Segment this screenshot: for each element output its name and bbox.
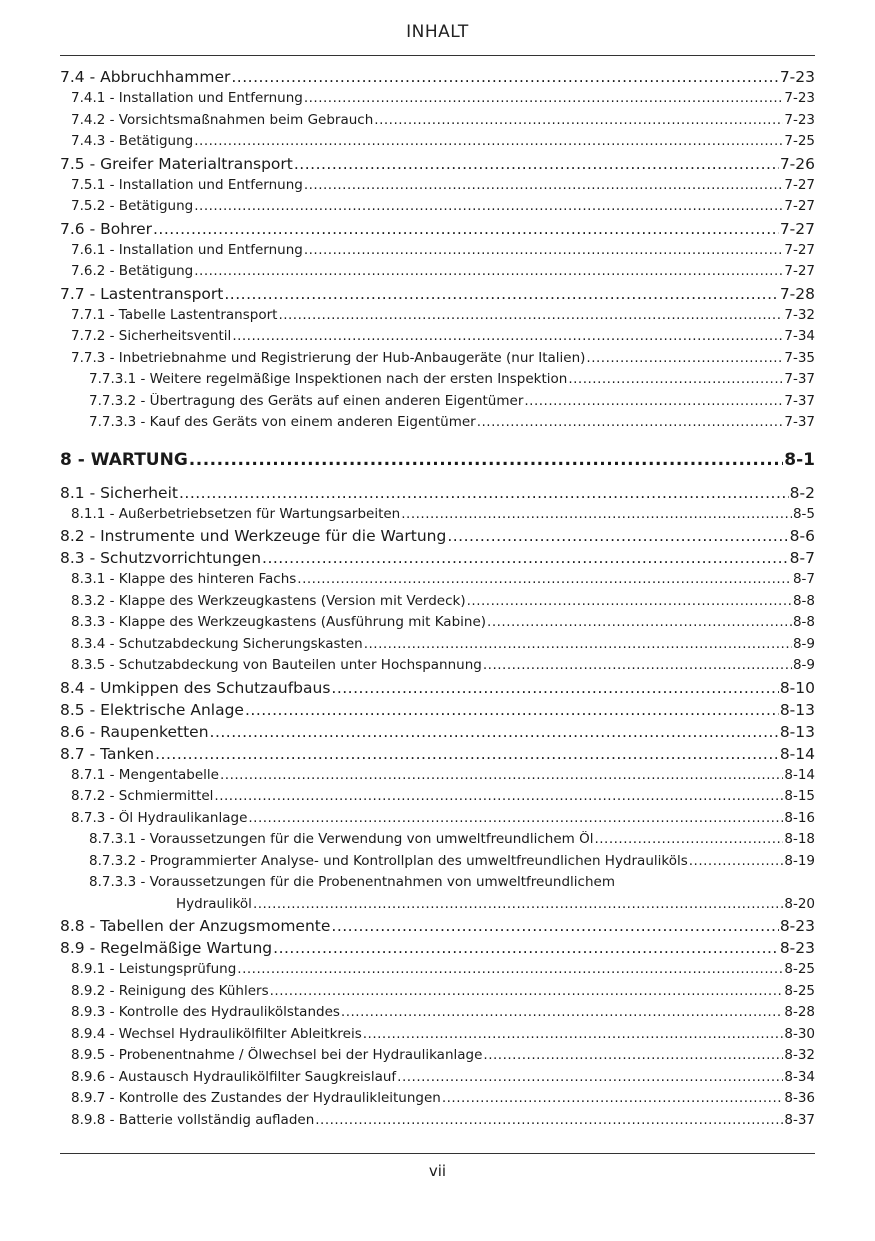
toc-entry-title: 7.4.3 - Betätigung: [71, 133, 194, 149]
toc-entry[interactable]: [60, 983, 815, 1005]
toc-entry[interactable]: [60, 961, 815, 983]
toc-entry-page: 7-28: [779, 284, 815, 303]
toc-entry-title: 8.9.3 - Kontrolle des Hydraulikölstandes: [71, 1004, 340, 1020]
toc-entry-title: 8 - WARTUNG: [60, 449, 188, 470]
toc-dot-leader: [363, 1026, 784, 1042]
toc-entry[interactable]: [60, 571, 815, 593]
toc-entry-page: 7-37: [784, 392, 815, 409]
toc-dot-leader: [189, 450, 784, 470]
toc-dot-leader: [586, 350, 783, 366]
toc-entry-page: 8-34: [784, 1068, 815, 1085]
toc-entry-title: 8.9.4 - Wechsel Hydraulikölfilter Ableitkreis: [71, 1025, 362, 1042]
toc-entry-page: 8-1: [784, 449, 815, 470]
toc-entry-title: 7.7 - Lastentransport: [60, 284, 224, 303]
toc-entry[interactable]: [60, 506, 815, 528]
toc-entry[interactable]: [60, 1112, 815, 1134]
toc-entry-title: 7.7.3.1 - Weitere regelmäßige Inspektionen nach der ersten Inspektion: [89, 371, 568, 387]
toc-entry[interactable]: [60, 679, 815, 701]
toc-dot-leader: [194, 133, 783, 149]
toc-entry[interactable]: [60, 788, 815, 810]
toc-entry[interactable]: [60, 1047, 815, 1069]
toc-entry-title: 7.7.3.3 - Kauf des Geräts von einem anderen Eigentümer: [89, 414, 476, 430]
toc-entry-page: 8-7: [792, 571, 815, 587]
toc-dot-leader: [689, 853, 784, 869]
toc-entry-title: 8.3.5 - Schutzabdeckung von Bauteilen unter Hochspannung: [71, 657, 482, 673]
toc-dot-leader: [262, 549, 789, 567]
toc-entry-title: 8.3.3 - Klappe des Werkzeugkastens (Ausführung mit Kabine): [71, 614, 487, 630]
toc-entry-title: 8.8 - Tabellen der Anzugsmomente: [60, 917, 331, 935]
toc-entry-page: 8-9: [792, 635, 815, 652]
toc-dot-leader: [155, 745, 779, 763]
toc-dot-leader: [294, 155, 779, 173]
toc-entry-page: 7-25: [784, 133, 815, 149]
toc-dot-leader: [237, 961, 783, 977]
toc-dot-leader: [374, 112, 783, 128]
toc-dot-leader: [524, 393, 783, 409]
toc-entry-page: 8-25: [784, 961, 815, 977]
toc-entry[interactable]: [60, 133, 815, 155]
toc-entry-title: 8.9.7 - Kontrolle des Zustandes der Hydraulikleitungen: [71, 1090, 441, 1106]
toc-entry[interactable]: [60, 177, 815, 199]
toc-entry[interactable]: [60, 371, 815, 393]
toc-entry-title: 8.1 - Sicherheit: [60, 483, 178, 502]
toc-entry[interactable]: [60, 745, 815, 767]
toc-dot-leader: [194, 198, 783, 214]
toc-entry-title: 8.7.3 - Öl Hydraulikanlage: [71, 809, 248, 826]
toc-entry[interactable]: [60, 701, 815, 723]
toc-entry[interactable]: [60, 112, 815, 134]
toc-entry-page: 8-36: [784, 1090, 815, 1106]
toc-dot-leader: [220, 767, 783, 783]
toc-entry-page: 7-23: [779, 68, 815, 86]
toc-entry[interactable]: [60, 328, 815, 350]
toc-entry-page: 8-16: [784, 809, 815, 826]
toc-dot-leader: [487, 614, 792, 630]
toc-dot-leader: [483, 657, 792, 673]
toc-entry[interactable]: [60, 1004, 815, 1026]
toc-dot-leader: [447, 527, 788, 545]
toc-entry-title: 8.6 - Raupenketten: [60, 722, 209, 741]
toc-entry-title: 7.7.3 - Inbetriebnahme und Registrierung der Hub-Anbaugeräte (nur Italien): [71, 349, 586, 366]
toc-entry[interactable]: [60, 1069, 815, 1091]
toc-entry-title: 7.5.2 - Betätigung: [71, 198, 194, 214]
toc-entry-page: 7-27: [779, 219, 815, 238]
toc-entry[interactable]: [60, 242, 815, 264]
toc-dot-leader: [304, 177, 784, 193]
page-header-title: INHALT: [406, 22, 469, 42]
toc-entry-title: 8.3.1 - Klappe des hinteren Fachs: [71, 571, 297, 587]
toc-entry-title: 8.3.4 - Schutzabdeckung Sicherungskasten: [71, 635, 363, 652]
toc-entry-page: 8-30: [784, 1025, 815, 1042]
toc-dot-leader: [253, 896, 783, 912]
toc-entry[interactable]: [60, 614, 815, 636]
footer-rule: [60, 1153, 815, 1154]
toc-entry[interactable]: [60, 414, 815, 436]
toc-entry[interactable]: [60, 723, 815, 745]
toc-entry[interactable]: [60, 155, 815, 177]
toc-entry-title: 7.5.1 - Installation und Entfernung: [71, 176, 303, 193]
toc-entry-title: 7.6 - Bohrer: [60, 219, 152, 238]
toc-dot-leader: [467, 593, 792, 609]
toc-entry-page: 8-25: [784, 982, 815, 999]
toc-entry-page: 8-23: [779, 939, 815, 957]
toc-entry[interactable]: [60, 593, 815, 615]
toc-entry-title: 8.9.2 - Reinigung des Kühlers: [71, 982, 269, 999]
toc-dot-leader: [594, 831, 783, 847]
toc-dot-leader: [153, 220, 779, 238]
toc-dot-leader: [224, 285, 778, 303]
toc-entry-page: 8-19: [784, 852, 815, 869]
toc-dot-leader: [331, 679, 778, 697]
toc-dot-leader: [304, 90, 784, 106]
toc-entry-title: 8.9.1 - Leistungsprüfung: [71, 961, 237, 977]
toc-entry[interactable]: [60, 853, 815, 875]
toc-entry[interactable]: [60, 549, 815, 571]
toc-dot-leader: [194, 263, 783, 279]
toc-entry-page: 8-14: [784, 766, 815, 783]
toc-entry[interactable]: [60, 1090, 815, 1112]
toc-entry[interactable]: [60, 939, 815, 961]
toc-dot-leader: [401, 506, 792, 522]
toc-entry-title: 7.6.1 - Installation und Entfernung: [71, 241, 303, 258]
toc-entry[interactable]: [60, 1026, 815, 1048]
toc-dot-leader: [179, 484, 789, 502]
toc-entry[interactable]: [60, 393, 815, 415]
toc-entry-page: 8-5: [792, 505, 815, 522]
toc-entry[interactable]: [60, 810, 815, 832]
toc-entry[interactable]: [60, 307, 815, 329]
toc-dot-leader: [245, 701, 779, 719]
toc-dot-leader: [315, 1112, 783, 1128]
toc-entry[interactable]: [60, 220, 815, 242]
toc-entry-title: 8.7.3.3 - Voraussetzungen für die Probenentnahmen von umweltfreundlichem: [89, 874, 615, 890]
toc-entry-page: 8-7: [789, 549, 815, 567]
toc-entry-page: 8-37: [784, 1111, 815, 1128]
toc-entry-page: 8-14: [779, 744, 815, 763]
toc-dot-leader: [232, 328, 783, 344]
toc-entry-page: 8-18: [784, 831, 815, 847]
toc-entry-page: 8-2: [789, 483, 815, 502]
toc-dot-leader: [248, 810, 783, 826]
toc-dot-leader: [304, 242, 784, 258]
toc-entry[interactable]: [60, 831, 815, 853]
table-of-contents: [60, 68, 815, 1133]
toc-entry-page: 7-27: [784, 176, 815, 193]
toc-dot-leader: [397, 1069, 783, 1085]
toc-entry[interactable]: [60, 896, 815, 918]
toc-entry[interactable]: [60, 657, 815, 679]
toc-entry-page: 8-9: [792, 657, 815, 673]
toc-entry-page: 8-15: [784, 788, 815, 804]
toc-entry-title: 7.4.2 - Vorsichtsmaßnahmen beim Gebrauch: [71, 111, 374, 128]
header-rule: [60, 55, 815, 56]
toc-entry-page: 7-26: [779, 154, 815, 173]
toc-entry-page: 8-32: [784, 1047, 815, 1063]
toc-entry-title: 8.9.6 - Austausch Hydraulikölfilter Saugkreislauf: [71, 1068, 397, 1085]
toc-entry-title: 8.9 - Regelmäßige Wartung: [60, 939, 273, 957]
toc-dot-leader: [477, 414, 784, 430]
toc-entry[interactable]: [60, 484, 815, 506]
toc-entry-title: 7.7.2 - Sicherheitsventil: [71, 328, 232, 344]
toc-entry-page: 7-37: [784, 371, 815, 387]
toc-entry-title: Hydrauliköl: [176, 895, 252, 912]
toc-entry-page: 7-23: [784, 90, 815, 106]
toc-dot-leader: [278, 307, 783, 323]
toc-entry[interactable]: [60, 263, 815, 285]
toc-entry-title: 7.4.1 - Installation und Entfernung: [71, 90, 303, 106]
toc-dot-leader: [483, 1047, 783, 1063]
toc-entry-page: 8-6: [789, 527, 815, 545]
toc-entry-page: 8-23: [779, 917, 815, 935]
toc-dot-leader: [231, 68, 778, 86]
toc-entry-page: 8-28: [784, 1004, 815, 1020]
toc-entry-title: 8.3 - Schutzvorrichtungen: [60, 549, 262, 567]
toc-entry-title: 8.7.3.2 - Programmierter Analyse- und Kontrollplan des umweltfreundlichen Hydrauliköls: [89, 852, 688, 869]
toc-entry-page: 7-37: [784, 414, 815, 430]
toc-entry-title: 8.4 - Umkippen des Schutzaufbaus: [60, 678, 331, 697]
toc-entry-page: 7-32: [784, 306, 815, 323]
toc-entry-title: 7.4 - Abbruchhammer: [60, 68, 231, 86]
toc-entry-title: 8.5 - Elektrische Anlage: [60, 700, 244, 719]
toc-dot-leader: [210, 723, 779, 741]
toc-dot-leader: [297, 571, 792, 587]
toc-entry[interactable]: [60, 285, 815, 307]
toc-entry-page: 7-34: [784, 328, 815, 344]
toc-entry-title: 7.7.3.2 - Übertragung des Geräts auf einen anderen Eigentümer: [89, 392, 524, 409]
toc-dot-leader: [364, 636, 792, 652]
toc-entry-page: 8-13: [779, 722, 815, 741]
toc-dot-leader: [270, 983, 784, 999]
toc-entry-page: 8-13: [779, 700, 815, 719]
toc-entry-title: 7.5 - Greifer Materialtransport: [60, 154, 293, 173]
toc-entry[interactable]: [60, 527, 815, 549]
toc-entry[interactable]: [60, 767, 815, 789]
toc-entry-page: 8-10: [779, 678, 815, 697]
toc-dot-leader: [442, 1090, 784, 1106]
toc-entry[interactable]: [60, 917, 815, 939]
toc-entry-page: 7-27: [784, 241, 815, 258]
toc-entry-title: 8.1.1 - Außerbetriebsetzen für Wartungsarbeiten: [71, 505, 401, 522]
page-number: vii: [428, 1162, 447, 1180]
toc-entry-page: 8-8: [792, 614, 815, 630]
toc-entry[interactable]: [60, 90, 815, 112]
toc-entry-page: 7-23: [784, 111, 815, 128]
toc-dot-leader: [331, 917, 778, 935]
toc-entry[interactable]: [60, 68, 815, 90]
toc-entry-page: 7-27: [784, 198, 815, 214]
toc-entry-title: 8.7.1 - Mengentabelle: [71, 766, 219, 783]
toc-dot-leader: [214, 788, 783, 804]
toc-chapter-entry[interactable]: [60, 450, 815, 480]
toc-entry-title: 7.6.2 - Betätigung: [71, 263, 194, 279]
toc-dot-leader: [568, 371, 783, 387]
toc-entry[interactable]: [60, 636, 815, 658]
toc-entry-title: 8.2 - Instrumente und Werkzeuge für die Wartung: [60, 527, 447, 545]
toc-entry-page: 7-35: [784, 349, 815, 366]
toc-dot-leader: [273, 939, 779, 957]
toc-entry[interactable]: [60, 874, 815, 896]
toc-entry-page: 8-20: [784, 895, 815, 912]
toc-dot-leader: [341, 1004, 783, 1020]
toc-entry-title: 7.7.1 - Tabelle Lastentransport: [71, 306, 278, 323]
toc-entry-title: 8.7.2 - Schmiermittel: [71, 788, 214, 804]
toc-entry-page: 7-27: [784, 263, 815, 279]
toc-entry[interactable]: [60, 350, 815, 372]
toc-entry-title: 8.3.2 - Klappe des Werkzeugkastens (Version mit Verdeck): [71, 592, 466, 609]
toc-entry-title: 8.7.3.1 - Voraussetzungen für die Verwendung von umweltfreundlichem Öl: [89, 831, 594, 847]
toc-entry-title: 8.9.5 - Probenentnahme / Ölwechsel bei der Hydraulikanlage: [71, 1047, 483, 1063]
toc-entry[interactable]: [60, 198, 815, 220]
toc-entry-title: 8.7 - Tanken: [60, 744, 155, 763]
toc-entry-title: 8.9.8 - Batterie vollständig aufladen: [71, 1111, 315, 1128]
toc-entry-page: 8-8: [792, 592, 815, 609]
